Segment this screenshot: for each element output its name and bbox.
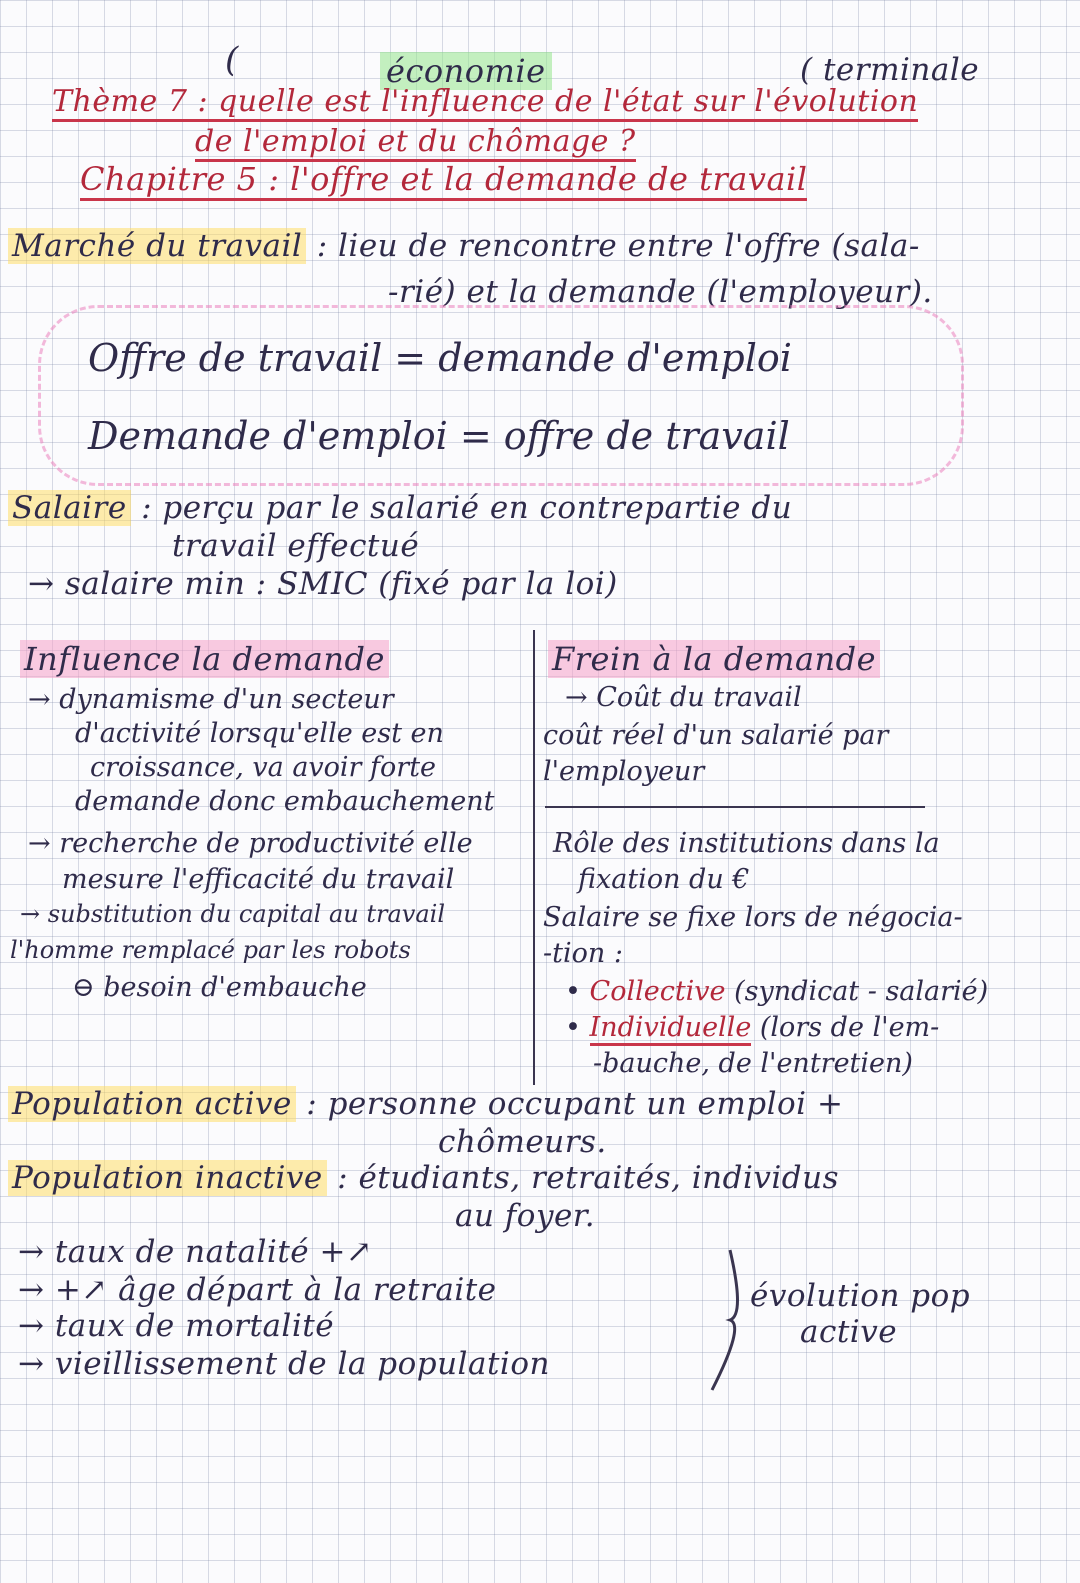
evolution-line1: évolution pop bbox=[750, 1278, 971, 1314]
equation-cloud bbox=[38, 305, 964, 486]
subject-label: économie bbox=[380, 52, 552, 90]
column-divider bbox=[533, 630, 535, 1085]
individual-item bbox=[565, 1012, 939, 1043]
left-line-3: croissance, va avoir forte bbox=[90, 752, 437, 783]
left-line-1: → dynamisme d'un secteur bbox=[28, 684, 394, 715]
factor-bracket bbox=[700, 1245, 750, 1395]
left-line-5: → recherche de productivité elle bbox=[28, 828, 473, 859]
chapter-title: Chapitre 5 : l'offre et la demande de travail bbox=[80, 160, 807, 201]
open-paren: ( bbox=[225, 40, 239, 80]
nego-line1: Salaire se fixe lors de négocia- bbox=[543, 902, 963, 933]
bullet-icon: • bbox=[565, 1012, 581, 1043]
inactive-pop-def2: au foyer. bbox=[455, 1198, 596, 1234]
salary-term: Salaire bbox=[8, 490, 131, 526]
cost-label: → Coût du travail bbox=[565, 682, 802, 713]
level-label: ( terminale bbox=[800, 52, 980, 88]
nego-line2: -tion : bbox=[543, 938, 623, 969]
right-title-text: Frein à la demande bbox=[548, 640, 880, 678]
active-pop-def1: : personne occupant un emploi + bbox=[306, 1086, 844, 1122]
cost-def-line2: l'employeur bbox=[543, 756, 705, 787]
market-definition bbox=[8, 228, 920, 264]
factor-4: → vieillissement de la population bbox=[18, 1346, 550, 1382]
individual-label: Individuelle bbox=[590, 1012, 752, 1046]
theme-title-line2: de l'emploi et du chômage ? bbox=[195, 124, 636, 162]
bullet-icon: • bbox=[565, 976, 581, 1007]
left-line-7: → substitution du capital au travail bbox=[20, 900, 446, 928]
market-def-line1: : lieu de rencontre entre l'offre (sala- bbox=[316, 228, 920, 264]
inactive-pop-definition bbox=[8, 1160, 839, 1196]
salary-min: → salaire min : SMIC (fixé par la loi) bbox=[28, 566, 618, 602]
individual-detail: (lors de l'em- bbox=[759, 1012, 940, 1043]
role-line2: fixation du € bbox=[578, 864, 750, 895]
equation-2: Demande d'emploi = offre de travail bbox=[88, 414, 790, 458]
evolution-line2: active bbox=[800, 1314, 898, 1350]
factor-1: → taux de natalité +↗ bbox=[18, 1234, 373, 1270]
theme-title-line1: Thème 7 : quelle est l'influence de l'état sur l'évolution bbox=[52, 84, 918, 122]
right-column-title bbox=[548, 640, 880, 678]
salary-definition bbox=[8, 490, 792, 526]
inactive-pop-def1: : étudiants, retraités, individus bbox=[337, 1160, 840, 1196]
inactive-pop-term: Population inactive bbox=[8, 1160, 327, 1196]
equation-1: Offre de travail = demande d'emploi bbox=[88, 336, 792, 380]
factor-3: → taux de mortalité bbox=[18, 1308, 335, 1344]
salary-def-line2: travail effectué bbox=[172, 528, 420, 564]
left-line-4: demande donc embauchement bbox=[75, 786, 495, 817]
market-def-line2: -rié) et la demande (l'employeur). bbox=[388, 274, 933, 310]
right-divider bbox=[545, 806, 925, 808]
collective-detail: (syndicat - salarié) bbox=[734, 976, 989, 1007]
left-title-text: Influence la demande bbox=[20, 640, 389, 678]
individual-detail2: -bauche, de l'entretien) bbox=[593, 1048, 913, 1079]
left-line-9: ⊖ besoin d'embauche bbox=[72, 972, 367, 1003]
factor-2: → +↗ âge départ à la retraite bbox=[18, 1272, 497, 1308]
collective-item bbox=[565, 976, 988, 1007]
left-column-title bbox=[20, 640, 389, 678]
left-line-8: l'homme remplacé par les robots bbox=[10, 936, 411, 964]
left-line-6: mesure l'efficacité du travail bbox=[62, 864, 455, 895]
cost-def-line1: coût réel d'un salarié par bbox=[543, 720, 889, 751]
salary-def-line1: : perçu par le salarié en contrepartie du bbox=[141, 490, 793, 526]
active-pop-def2: chômeurs. bbox=[438, 1124, 607, 1160]
market-term: Marché du travail bbox=[8, 228, 306, 264]
left-line-2: d'activité lorsqu'elle est en bbox=[75, 718, 444, 749]
active-pop-term: Population active bbox=[8, 1086, 296, 1122]
active-pop-definition bbox=[8, 1086, 843, 1122]
collective-label: Collective bbox=[589, 976, 726, 1007]
role-line1: Rôle des institutions dans la bbox=[553, 828, 940, 859]
